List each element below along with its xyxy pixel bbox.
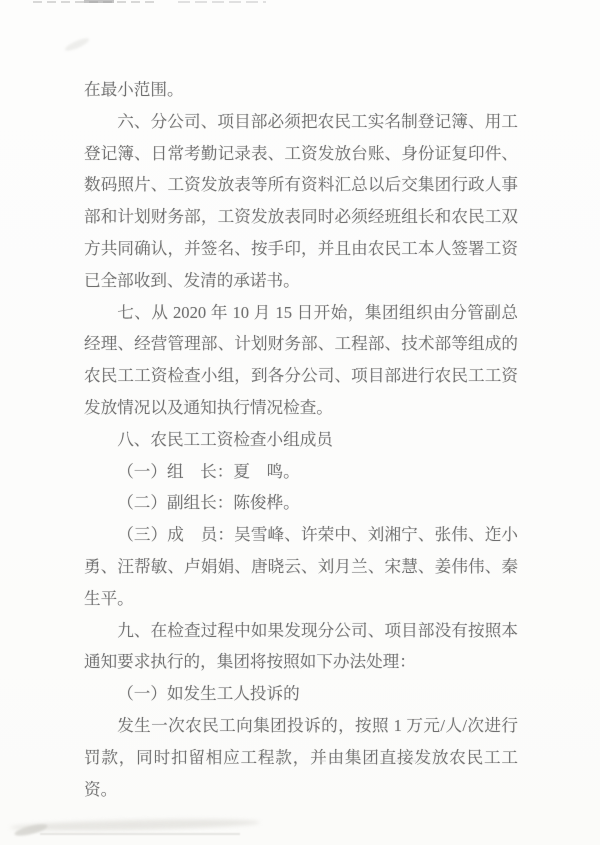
- document-paragraph: 发生一次农民工向集团投诉的，按照 1 万元/人/次进行罚款，同时扣留相应工程款，并由集团直接发放农民工工资。: [84, 715, 518, 799]
- document-paragraph: 七、从 2020 年 10 月 15 日开始，集团组织由分管副总经理、经营管理部、计划财务部、工程部、技术部等组成的农民工工资检查小组，到各分公司、项目部进行农民工工资发放情况以及通知执行情况检查。: [84, 302, 518, 417]
- document-paragraph: 八、农民工工资检查小组成员: [117, 429, 333, 449]
- scan-artifact-top-dashes-right: [178, 1, 266, 3]
- document-paragraph: （二）副组长：陈俊桦。: [117, 493, 300, 513]
- scan-smudge-bottom-left: [10, 817, 260, 832]
- document-body: [84, 74, 518, 805]
- document-paragraph: （三）成 员：吴雪峰、许荣中、刘湘宁、张伟、迮小勇、汪帮敏、卢娟娟、唐晓云、刘月兰、宋慧、姜伟伟、秦生平。: [84, 525, 518, 608]
- document-paragraph: （一）如发生工人投诉的: [117, 684, 300, 704]
- document-paragraph: （一）组 长：夏 鸣。: [117, 461, 300, 481]
- document-paragraph: 六、分公司、项目部必须把农民工实名制登记簿、用工登记簿、日常考勤记录表、工资发放台账、身份证复印件、数码照片、工资发放表等所有资料汇总以后交集团行政人事部和计划财务部，工资发放表同时必须经班组长和农民工双方共同确认，并签名、按手印，并且由农民工本人签署工资已全部收到、发清的承诺书。: [84, 111, 518, 290]
- scan-artifact-top-dashes-left: [33, 1, 155, 3]
- scan-smudge-upper-left: [64, 36, 91, 53]
- scan-smudge-bottom-left-core: [14, 822, 49, 838]
- scan-smudge-bottom-line: [40, 833, 240, 835]
- scan-artifact-top-dark-segment: [84, 0, 114, 3]
- document-paragraph: 九、在检查过程中如果发现分公司、项目部没有按照本通知要求执行的，集团将按照如下办法处理：: [84, 620, 518, 672]
- document-paragraph: 在最小范围。: [84, 80, 184, 99]
